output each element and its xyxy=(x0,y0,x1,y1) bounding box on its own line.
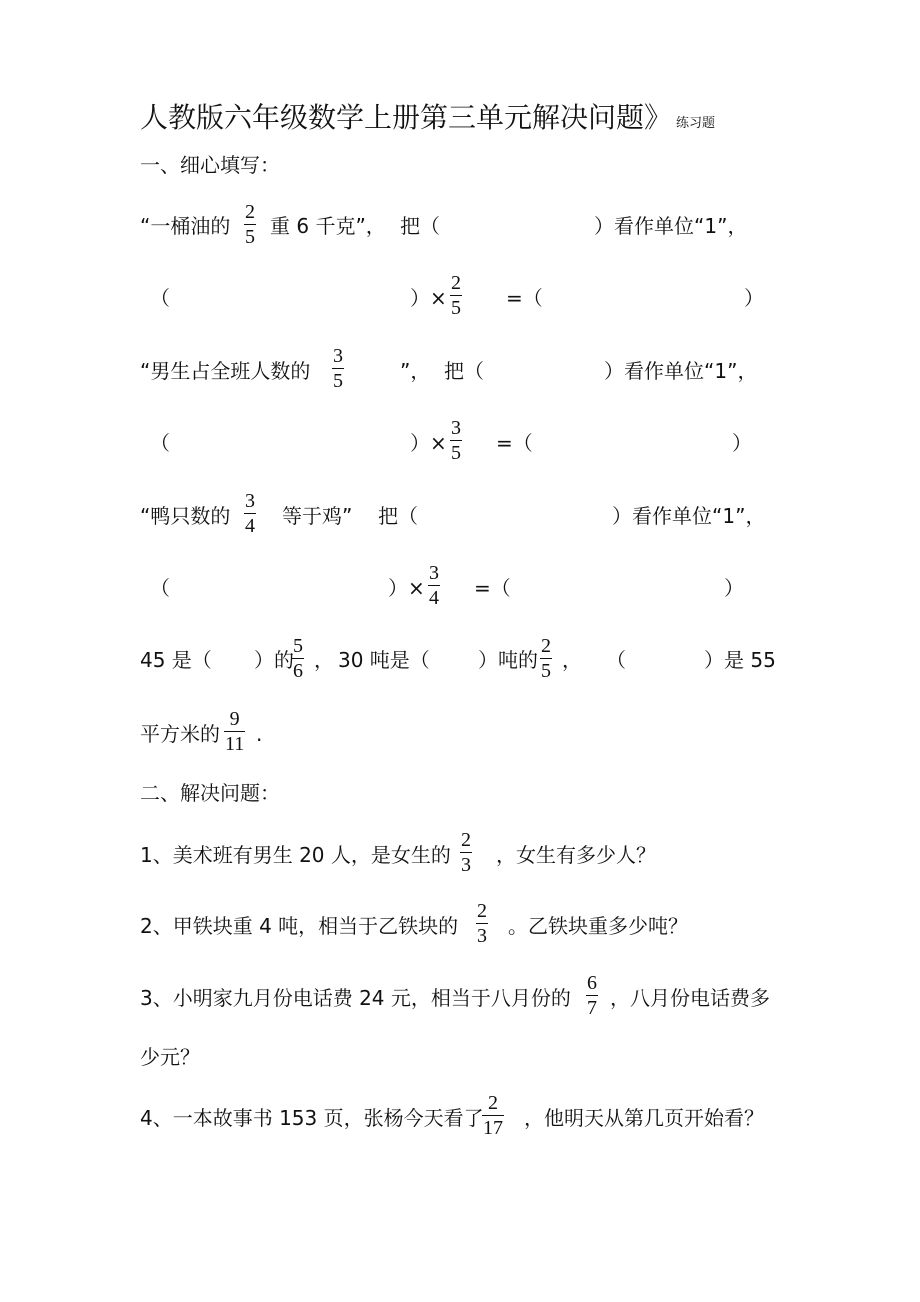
q4-c-numerator: 9 xyxy=(229,708,240,730)
q2-eq-numerator: 3 xyxy=(451,417,461,439)
q2-prefix: “男生占全班人数的 xyxy=(140,359,311,383)
q4-comma2: ， xyxy=(562,648,582,672)
q3-eq-denominator: 4 xyxy=(429,587,439,609)
q3-eq-open: （ xyxy=(150,576,170,600)
p3-fraction xyxy=(586,973,598,1018)
q3-eq-close: ） xyxy=(724,576,744,600)
q3-prefix: “鸭只数的 xyxy=(140,504,231,528)
q3-close: ）看作单位“1”， xyxy=(612,504,766,528)
title-main: 人教版六年级数学上册第三单元解决问题》 xyxy=(140,101,673,134)
page-title xyxy=(140,96,715,136)
q3-eq-fraction xyxy=(428,563,440,608)
q1-eq-denominator: 5 xyxy=(451,297,461,319)
q4-a-prefix: 45 是（ xyxy=(140,648,212,672)
p2-prefix: 2、甲铁块重 4 吨，相当于乙铁块的 xyxy=(140,914,459,938)
q4-b-fraction xyxy=(540,636,552,681)
section1-heading: 一、细心填写： xyxy=(140,153,280,177)
q3-fraction xyxy=(244,491,256,536)
q1-fraction xyxy=(244,202,256,247)
p3-postfix: ，八月份电话费多 xyxy=(610,986,770,1010)
p1-postfix: ，女生有多少人？ xyxy=(496,843,656,867)
q2-eq-fraction xyxy=(450,418,462,463)
q4-a-denominator: 6 xyxy=(293,660,303,682)
p2-postfix: 。乙铁块重多少吨？ xyxy=(508,914,688,938)
q1-eq-numerator: 2 xyxy=(451,272,461,294)
p3-prefix: 3、小明家九月份电话费 24 元，相当于八月份的 xyxy=(140,986,571,1010)
q4-c-denominator: 11 xyxy=(225,733,245,755)
q1-eq-close: ） xyxy=(744,286,764,310)
q1-denominator: 5 xyxy=(245,226,255,248)
q3-denominator: 4 xyxy=(245,515,255,537)
q2-close: ）看作单位“1”， xyxy=(604,359,758,383)
q4-c-fraction xyxy=(224,709,245,754)
p3-numerator: 6 xyxy=(587,972,597,994)
q1-prefix: “一桶油的 xyxy=(140,214,231,238)
p4-fraction xyxy=(482,1093,504,1138)
q4-comma1: ， xyxy=(314,648,334,672)
q4-b-prefix: 30 吨是（ xyxy=(338,648,430,672)
q1-eq-equals: =（ xyxy=(506,286,543,310)
p3-line2: 少元？ xyxy=(140,1045,200,1069)
q1-close: ）看作单位“1”， xyxy=(594,214,748,238)
q2-middle: ”， xyxy=(400,359,431,383)
q4-b-middle: ）吨的 xyxy=(478,648,538,672)
q2-ba: 把（ xyxy=(444,359,484,383)
q3-numerator: 3 xyxy=(245,490,255,512)
q4-a-middle: ）的 xyxy=(254,648,294,672)
q4-b-numerator: 2 xyxy=(541,635,551,657)
p1-fraction xyxy=(460,830,472,875)
q2-denominator: 5 xyxy=(333,370,343,392)
q2-eq-equals: =（ xyxy=(496,431,533,455)
p3-denominator: 7 xyxy=(587,997,597,1019)
q3-eq-times: ）× xyxy=(388,576,425,600)
q3-eq-equals: =（ xyxy=(474,576,511,600)
p4-prefix: 4、一本故事书 153 页，张杨今天看了 xyxy=(140,1106,484,1130)
p4-postfix: ，他明天从第几页开始看？ xyxy=(524,1106,764,1130)
title-suffix: 练习题 xyxy=(676,116,716,131)
q4-a-fraction xyxy=(292,636,304,681)
q1-middle: 重 6 千克”， xyxy=(270,214,386,238)
p2-numerator: 2 xyxy=(477,900,487,922)
section2-heading: 二、解决问题： xyxy=(140,781,280,805)
q3-middle: 等于鸡” xyxy=(282,504,353,528)
q2-eq-denominator: 5 xyxy=(451,442,461,464)
q1-eq-fraction xyxy=(450,273,462,318)
q2-numerator: 3 xyxy=(333,345,343,367)
p2-denominator: 3 xyxy=(477,925,487,947)
p1-denominator: 3 xyxy=(461,854,471,876)
q1-eq-open: （ xyxy=(150,286,170,310)
q4-c-open: （ xyxy=(606,648,626,672)
q2-eq-times: ）× xyxy=(410,431,447,455)
p4-numerator: 2 xyxy=(488,1092,498,1114)
q4-c-end: . xyxy=(256,722,263,746)
p1-numerator: 2 xyxy=(461,829,471,851)
p2-fraction xyxy=(476,901,488,946)
q4-c-middle: ）是 55 xyxy=(704,648,776,672)
q2-eq-open: （ xyxy=(150,431,170,455)
q1-numerator: 2 xyxy=(245,201,255,223)
q3-eq-numerator: 3 xyxy=(429,562,439,584)
p1-prefix: 1、美术班有男生 20 人，是女生的 xyxy=(140,843,451,867)
p4-denominator: 17 xyxy=(483,1117,503,1139)
q4-a-numerator: 5 xyxy=(293,635,303,657)
q3-ba: 把（ xyxy=(378,504,418,528)
q2-eq-close: ） xyxy=(732,431,752,455)
q2-fraction xyxy=(332,346,344,391)
q4-b-denominator: 5 xyxy=(541,660,551,682)
q1-eq-times: ）× xyxy=(410,286,447,310)
q1-ba: 把（ xyxy=(400,214,440,238)
q4-c-line2: 平方米的 xyxy=(140,722,220,746)
